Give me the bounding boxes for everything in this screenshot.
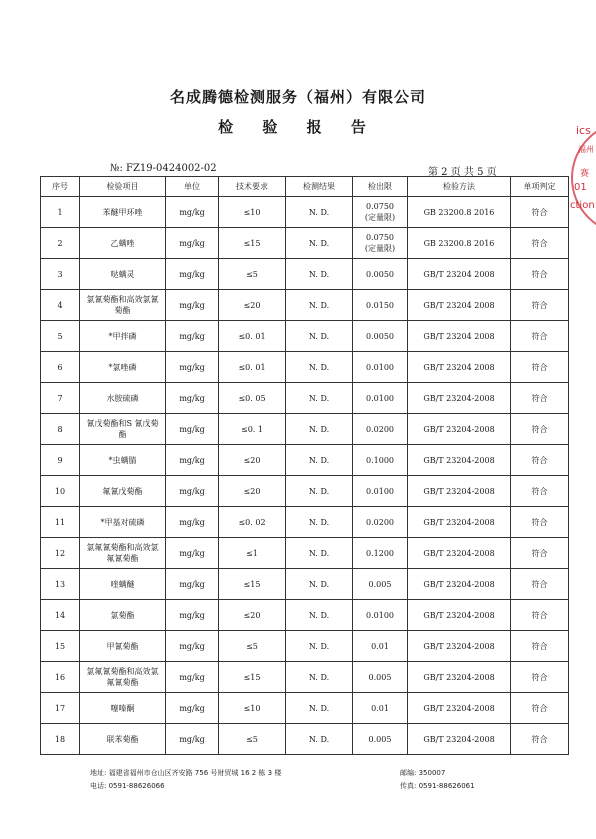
test-results-table bbox=[40, 176, 569, 755]
test-item: *甲拌磷 bbox=[80, 321, 166, 352]
test-item: *甲基对硫磷 bbox=[80, 507, 166, 538]
table-row bbox=[41, 631, 569, 662]
table-row bbox=[41, 569, 569, 600]
table-row bbox=[41, 476, 569, 507]
row-index: 15 bbox=[41, 631, 80, 662]
svg-text:赛: 赛 bbox=[580, 169, 590, 179]
result: N. D. bbox=[286, 631, 353, 662]
test-item: 甲氰菊酯 bbox=[80, 631, 166, 662]
unit: mg/kg bbox=[166, 569, 219, 600]
judgement: 符合 bbox=[511, 445, 569, 476]
test-item: 苯醚甲环唑 bbox=[80, 197, 166, 228]
result: N. D. bbox=[286, 538, 353, 569]
table-row bbox=[41, 445, 569, 476]
result: N. D. bbox=[286, 662, 353, 693]
test-item: 氟氰戊菊酯 bbox=[80, 476, 166, 507]
table-row bbox=[41, 228, 569, 259]
judgement: 符合 bbox=[511, 476, 569, 507]
result: N. D. bbox=[286, 476, 353, 507]
result: N. D. bbox=[286, 600, 353, 631]
detection-limit: 0.005 bbox=[353, 662, 408, 693]
test-item: 氰戊菊酯和S 氰戊菊酯 bbox=[80, 414, 166, 445]
test-method: GB/T 23204-2008 bbox=[408, 476, 511, 507]
detection-limit: 0.0050 bbox=[353, 259, 408, 290]
table-row bbox=[41, 662, 569, 693]
judgement: 符合 bbox=[511, 693, 569, 724]
test-item: *虫螨腈 bbox=[80, 445, 166, 476]
footer-phone: 电话: 0591-88626066 bbox=[90, 782, 165, 790]
unit: mg/kg bbox=[166, 507, 219, 538]
row-index: 7 bbox=[41, 383, 80, 414]
result: N. D. bbox=[286, 321, 353, 352]
test-method: GB/T 23204-2008 bbox=[408, 507, 511, 538]
test-item: 水胺硫磷 bbox=[80, 383, 166, 414]
result: N. D. bbox=[286, 693, 353, 724]
svg-text:ction: ction bbox=[570, 200, 595, 211]
test-method: GB/T 23204 2008 bbox=[408, 321, 511, 352]
detection-limit: 0.01 bbox=[353, 693, 408, 724]
table-row bbox=[41, 383, 569, 414]
judgement: 符合 bbox=[511, 352, 569, 383]
judgement: 符合 bbox=[511, 228, 569, 259]
table-row bbox=[41, 290, 569, 321]
table-row bbox=[41, 507, 569, 538]
result: N. D. bbox=[286, 445, 353, 476]
report-number: №: FZ19-0424002-02 bbox=[110, 163, 217, 174]
row-index: 11 bbox=[41, 507, 80, 538]
unit: mg/kg bbox=[166, 197, 219, 228]
test-item: 乙螨唑 bbox=[80, 228, 166, 259]
judgement: 符合 bbox=[511, 197, 569, 228]
detection-limit: 0.005 bbox=[353, 724, 408, 755]
unit: mg/kg bbox=[166, 476, 219, 507]
result: N. D. bbox=[286, 724, 353, 755]
test-method: GB/T 23204 2008 bbox=[408, 259, 511, 290]
requirement: ≤20 bbox=[219, 476, 286, 507]
judgement: 符合 bbox=[511, 538, 569, 569]
detection-limit: 0.0200 bbox=[353, 414, 408, 445]
col-header-requirement: 技术要求 bbox=[219, 177, 286, 197]
unit: mg/kg bbox=[166, 445, 219, 476]
detection-limit: 0.01 bbox=[353, 631, 408, 662]
svg-text:ics: ics bbox=[576, 124, 591, 137]
col-header-index: 序号 bbox=[41, 177, 80, 197]
test-method: GB/T 23204-2008 bbox=[408, 538, 511, 569]
result: N. D. bbox=[286, 352, 353, 383]
requirement: ≤1 bbox=[219, 538, 286, 569]
company-name: 名成腾德检测服务（福州）有限公司 bbox=[169, 88, 426, 106]
test-item: 噻嗪酮 bbox=[80, 693, 166, 724]
requirement: ≤10 bbox=[219, 693, 286, 724]
test-item: *氯唑磷 bbox=[80, 352, 166, 383]
row-index: 1 bbox=[41, 197, 80, 228]
test-method: GB/T 23204-2008 bbox=[408, 662, 511, 693]
result: N. D. bbox=[286, 507, 353, 538]
requirement: ≤5 bbox=[219, 724, 286, 755]
table-row bbox=[41, 321, 569, 352]
row-index: 16 bbox=[41, 662, 80, 693]
unit: mg/kg bbox=[166, 693, 219, 724]
row-index: 9 bbox=[41, 445, 80, 476]
requirement: ≤0. 05 bbox=[219, 383, 286, 414]
requirement: ≤15 bbox=[219, 228, 286, 259]
svg-text:福州: 福州 bbox=[578, 145, 594, 154]
test-method: GB/T 23204-2008 bbox=[408, 724, 511, 755]
table-row bbox=[41, 414, 569, 445]
requirement: ≤5 bbox=[219, 259, 286, 290]
table-row bbox=[41, 259, 569, 290]
table-header-row bbox=[41, 177, 569, 197]
test-method: GB/T 23204-2008 bbox=[408, 445, 511, 476]
result: N. D. bbox=[286, 414, 353, 445]
row-index: 2 bbox=[41, 228, 80, 259]
report-title: 检 验 报 告 bbox=[218, 118, 378, 136]
detection-limit: 0.0100 bbox=[353, 600, 408, 631]
detection-limit: 0.1200 bbox=[353, 538, 408, 569]
row-index: 17 bbox=[41, 693, 80, 724]
svg-text:01: 01 bbox=[574, 182, 587, 193]
row-index: 18 bbox=[41, 724, 80, 755]
detection-limit: 0.0750 (定量限) bbox=[353, 228, 408, 259]
detection-limit: 0.0100 bbox=[353, 476, 408, 507]
test-item: 氯菊酯 bbox=[80, 600, 166, 631]
result: N. D. bbox=[286, 569, 353, 600]
row-index: 13 bbox=[41, 569, 80, 600]
test-method: GB/T 23204 2008 bbox=[408, 290, 511, 321]
result: N. D. bbox=[286, 228, 353, 259]
detection-limit: 0.0100 bbox=[353, 352, 408, 383]
requirement: ≤10 bbox=[219, 197, 286, 228]
row-index: 12 bbox=[41, 538, 80, 569]
judgement: 符合 bbox=[511, 259, 569, 290]
detection-limit: 0.0750 (定量限) bbox=[353, 197, 408, 228]
table-row bbox=[41, 197, 569, 228]
requirement: ≤15 bbox=[219, 662, 286, 693]
table-row bbox=[41, 600, 569, 631]
detection-limit: 0.005 bbox=[353, 569, 408, 600]
unit: mg/kg bbox=[166, 538, 219, 569]
judgement: 符合 bbox=[511, 631, 569, 662]
unit: mg/kg bbox=[166, 662, 219, 693]
judgement: 符合 bbox=[511, 507, 569, 538]
judgement: 符合 bbox=[511, 600, 569, 631]
unit: mg/kg bbox=[166, 631, 219, 662]
result: N. D. bbox=[286, 259, 353, 290]
test-method: GB/T 23204-2008 bbox=[408, 631, 511, 662]
detection-limit: 0.0200 bbox=[353, 507, 408, 538]
test-method: GB/T 23204 2008 bbox=[408, 352, 511, 383]
unit: mg/kg bbox=[166, 383, 219, 414]
col-header-result: 检测结果 bbox=[286, 177, 353, 197]
detection-limit: 0.0150 bbox=[353, 290, 408, 321]
requirement: ≤0. 01 bbox=[219, 321, 286, 352]
test-item: 氯氰菊酯和高效氯氰菊酯 bbox=[80, 290, 166, 321]
test-method: GB/T 23204-2008 bbox=[408, 600, 511, 631]
col-header-judgement: 单项判定 bbox=[511, 177, 569, 197]
col-header-unit: 单位 bbox=[166, 177, 219, 197]
requirement: ≤0. 1 bbox=[219, 414, 286, 445]
requirement: ≤20 bbox=[219, 290, 286, 321]
col-header-method: 检验方法 bbox=[408, 177, 511, 197]
unit: mg/kg bbox=[166, 352, 219, 383]
table-row bbox=[41, 538, 569, 569]
row-index: 10 bbox=[41, 476, 80, 507]
result: N. D. bbox=[286, 197, 353, 228]
unit: mg/kg bbox=[166, 414, 219, 445]
judgement: 符合 bbox=[511, 414, 569, 445]
test-method: GB 23200.8 2016 bbox=[408, 228, 511, 259]
test-item: 哒螨灵 bbox=[80, 259, 166, 290]
judgement: 符合 bbox=[511, 662, 569, 693]
unit: mg/kg bbox=[166, 724, 219, 755]
unit: mg/kg bbox=[166, 290, 219, 321]
requirement: ≤15 bbox=[219, 569, 286, 600]
test-item: 氯氟氰菊酯和高效氯氟氰菊酯 bbox=[80, 538, 166, 569]
judgement: 符合 bbox=[511, 569, 569, 600]
unit: mg/kg bbox=[166, 259, 219, 290]
requirement: ≤20 bbox=[219, 445, 286, 476]
row-index: 3 bbox=[41, 259, 80, 290]
requirement: ≤0. 02 bbox=[219, 507, 286, 538]
detection-limit: 0.0100 bbox=[353, 383, 408, 414]
row-index: 5 bbox=[41, 321, 80, 352]
judgement: 符合 bbox=[511, 290, 569, 321]
col-header-item: 检验项目 bbox=[80, 177, 166, 197]
requirement: ≤0. 01 bbox=[219, 352, 286, 383]
footer-postcode: 邮编: 350007 bbox=[400, 769, 446, 777]
footer-address: 地址: 福建省福州市仓山区齐安路 756 号财贸城 16 2 栋 3 楼 bbox=[90, 769, 282, 777]
test-item: 喹螨醚 bbox=[80, 569, 166, 600]
judgement: 符合 bbox=[511, 724, 569, 755]
test-item: 氯氟氰菊酯和高效氯氟氰菊酯 bbox=[80, 662, 166, 693]
result: N. D. bbox=[286, 383, 353, 414]
detection-limit: 0.0050 bbox=[353, 321, 408, 352]
table-row bbox=[41, 724, 569, 755]
unit: mg/kg bbox=[166, 600, 219, 631]
row-index: 6 bbox=[41, 352, 80, 383]
row-index: 4 bbox=[41, 290, 80, 321]
footer-fax: 传真: 0591-88626061 bbox=[400, 782, 475, 790]
requirement: ≤20 bbox=[219, 600, 286, 631]
unit: mg/kg bbox=[166, 228, 219, 259]
judgement: 符合 bbox=[511, 321, 569, 352]
row-index: 8 bbox=[41, 414, 80, 445]
result: N. D. bbox=[286, 290, 353, 321]
test-item: 联苯菊酯 bbox=[80, 724, 166, 755]
test-method: GB/T 23204-2008 bbox=[408, 693, 511, 724]
page-info: 第 2 页 共 5 页 bbox=[428, 167, 497, 178]
table-row bbox=[41, 352, 569, 383]
test-method: GB/T 23204-2008 bbox=[408, 414, 511, 445]
test-method: GB/T 23204-2008 bbox=[408, 569, 511, 600]
row-index: 14 bbox=[41, 600, 80, 631]
requirement: ≤5 bbox=[219, 631, 286, 662]
detection-limit: 0.1000 bbox=[353, 445, 408, 476]
unit: mg/kg bbox=[166, 321, 219, 352]
test-method: GB 23200.8 2016 bbox=[408, 197, 511, 228]
table-row bbox=[41, 693, 569, 724]
judgement: 符合 bbox=[511, 383, 569, 414]
test-method: GB/T 23204-2008 bbox=[408, 383, 511, 414]
col-header-detection-limit: 检出限 bbox=[353, 177, 408, 197]
